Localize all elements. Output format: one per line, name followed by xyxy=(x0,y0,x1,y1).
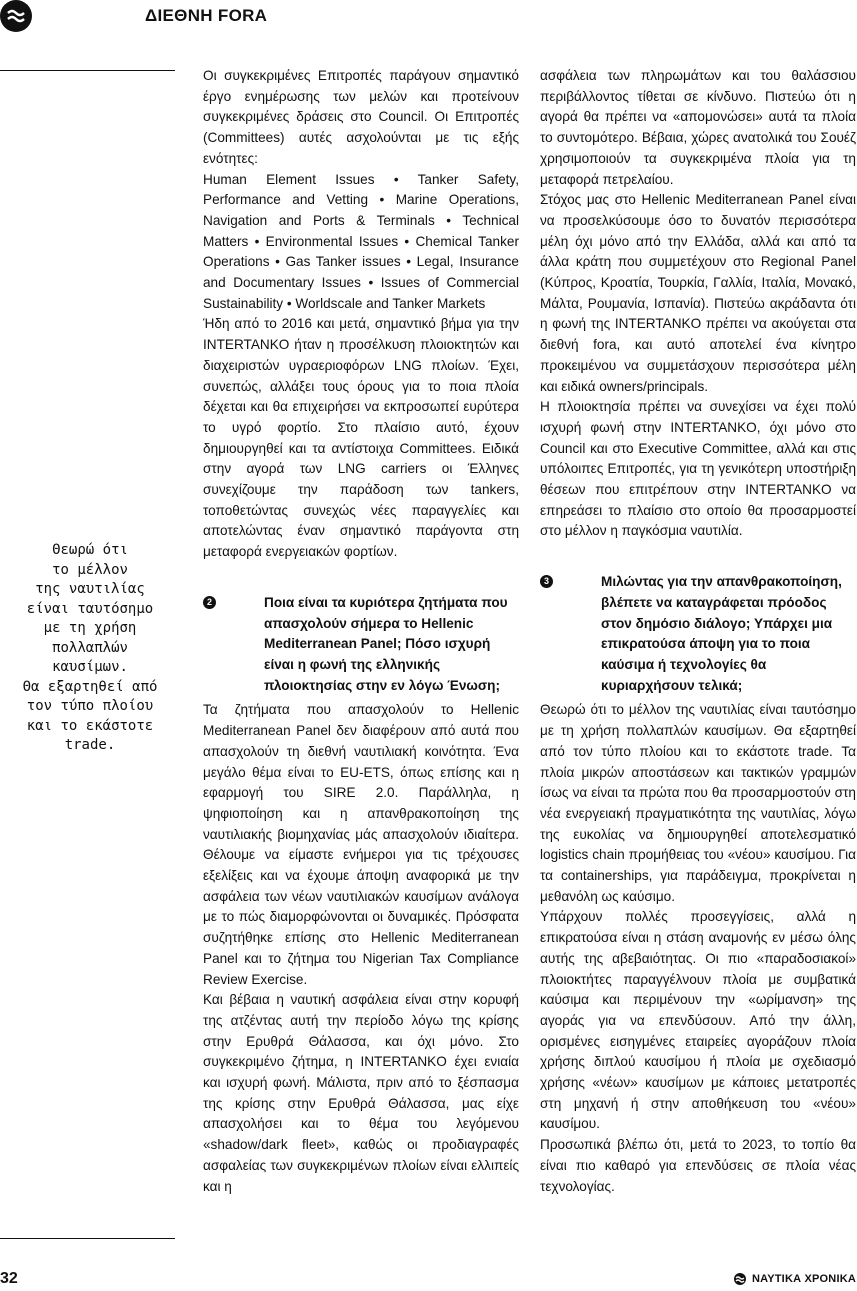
brand-wave-icon xyxy=(734,1273,746,1285)
question-block xyxy=(203,593,519,697)
paragraph: Θεωρώ ότι το μέλλον της ναυτιλίας είναι ταυτόσημο με τη χρήση πολλαπλών καυσίμων. Θα εξαρτηθεί από τον τύπο πλοίου και το εκάστοτε trade. Τα πλοία μικρών αποστάσεων και τακτικών γραμμών ίσως να είναι τα πρώτα που θα προσαρμοστούν στη νέα ενεργειακή πραγματικότητα της ναυτιλίας, λόγω της ευκολίας να δημιουργηθεί αποτελεσματικό logistics chain προμήθειας του «νέου» καυσίμου. Για τα containerships, για παράδειγμα, προκρίνεται η μεθανόλη ως καύσιμο. xyxy=(540,702,856,904)
committees-list: Human Element Issues • Tanker Safety, Performance and Vetting • Marine Operations, Navigation and Ports & Terminals • Technical Matters • Environmental Issues • Chemical Tanker Operations • Gas Tanker issues • Legal, Insurance and Documentary Issues • Issues of Commercial Sustainability • Worldscale and Tanker Markets xyxy=(203,171,519,311)
article-column-left xyxy=(203,66,519,1197)
brand-name: ΝΑΥΤΙΚΑ ΧΡΟΝΙΚΑ xyxy=(751,1273,856,1285)
article-column-right xyxy=(540,66,856,1197)
question-number-badge: 2 xyxy=(203,596,216,609)
section-logo-icon xyxy=(0,0,32,32)
paragraph: Προσωπικά βλέπω ότι, μετά το 2023, το τοπίο θα είναι πιο καθαρό για επενδύσεις σε πλοία νέας τεχνολογίας. xyxy=(540,1137,856,1194)
paragraph: Ήδη από το 2016 και μετά, σημαντικό βήμα για την INTERTANKO ήταν η προσέλκυση πλοιοκτητών και διαχειριστών υγραεριοφόρων LNG πλοίων. Έχει, συνεπώς, αλλάξει τους όρους για το ποια πλοία δέχεται και θα επιχειρήσει να εκπροσωπεί ευρύτερα το υγρό φορτίο. Στο πλαίσιο αυτό, έχουν δημιουργηθεί και τα αντίστοιχα Committees. Ειδικά στην αγορά των LNG carriers οι Έλληνες συνεχίζουμε την παράδοση των tankers, τοποθετώντας συνεχώς νέες παραγγελίες και αποτελώντας έναν σημαντικό παράγοντα στη μεταφορά ενεργειακών φορτίων. xyxy=(203,316,519,560)
pullquote-bottom-divider xyxy=(0,1238,175,1239)
paragraph: Η πλοιοκτησία πρέπει να συνεχίσει να έχει πολύ ισχυρή φωνή στην INTERTANKO, όχι μόνο στο Council και στο Executive Committee, αλλά και στις υπόλοιπες Επιτροπές, για τη γενικότερη υποστήριξη θέσεων που επιτρέπουν στην INTERTANKO να επηρεάσει το πλαίσιο στο οποίο θα προσαρμοστεί στο μέλλον η παγκόσμια ναυτιλία. xyxy=(540,399,856,539)
paragraph: Οι συγκεκριμένες Επιτροπές παράγουν σημαντικό έργο ενημέρωσης των μελών και προτείνουν συγκεκριμένες δράσεις στο Council. Οι Επιτροπές (Committees) αυτές ασχολούνται με τις εξής ενότητες: xyxy=(203,68,519,166)
publication-brand xyxy=(734,1273,856,1285)
paragraph: Και βέβαια η ναυτική ασφάλεια είναι στην κορυφή της ατζέντας αυτή την περίοδο λόγω της κρίσης στην Ερυθρά Θάλασσα, και όχι μόνο. Στο συγκεκριμένο ζήτημα, η INTERTANKO έχει ενιαία και ισχυρή φωνή. Μάλιστα, πριν από το ξέσπασμα της κρίσης στην Ερυθρά Θάλασσα, μας είχε απασχολήσει και το θέμα του λεγόμενου «shadow/dark fleet», καθώς οι προδιαγραφές ασφαλείας των συγκεκριμένων πλοίων είναι ελλιπείς και η xyxy=(203,992,519,1194)
paragraph: Υπάρχουν πολλές προσεγγίσεις, αλλά η επικρατούσα είναι η στάση αναμονής εν μέσω όλης αυτής της αβεβαιότητας. Οι πιο «παραδοσιακοί» πλοιοκτήτες παραγγέλνουν πλοία με συμβατικά καύσιμα και περιμένουν την «ωρίμανση» της αγοράς για να επενδύσουν. Από την άλλη, ορισμένες εισηγμένες εταιρείες αγοράζουν πλοία χρήσης διπλού καυσίμου ή πλοία με σχεδιασμό χρήσης «νέων» καυσίμων με κάποιες μετατροπές στη μηχανή ή στην αποθήκευση του «νέου» καυσίμου. xyxy=(540,909,856,1132)
paragraph: Τα ζητήματα που απασχολούν το Hellenic Mediterranean Panel δεν διαφέρουν από αυτά που απασχολούν τη διεθνή ναυτιλιακή κοινότητα. Ένα μεγάλο θέμα είναι το EU-ETS, όπως επίσης και η εφαρμογή του SIRE 2.0. Παράλληλα, η ψηφιοποίηση και η απανθρακοποίηση της ναυτιλιακής βιομηχανίας μάς απασχολούν ιδιαίτερα. Θέλουμε να είμαστε ενήμεροι για τις τρέχουσες εξελίξεις και να έχουμε άποψη αναφορικά με την ασφάλεια των νέων ναυτιλιακών καυσίμων ανάλογα με το πώς διαμορφώνονται οι δυναμικές. Πρόσφατα συζητήθηκε επίσης στο Hellenic Mediterranean Panel και το ζήτημα του Nigerian Tax Compliance Review Exercise. xyxy=(203,702,519,987)
pullquote: Θεωρώ ότι το μέλλον της ναυτιλίας είναι ταυτόσημο με τη χρήση πολλαπλών καυσίμων. Θα εξαρτηθεί από τον τύπο πλοίου και το εκάστοτε trade. xyxy=(22,542,158,753)
pullquote-top-divider xyxy=(0,70,175,71)
question-text: Ποια είναι τα κυριότερα ζητήματα που απασχολούν σήμερα το Hellenic Mediterranean Panel; Πόσο ισχυρή είναι η φωνή της ελληνικής πλοιοκτησίας στην εν λόγω Ένωση; xyxy=(264,594,508,693)
paragraph: ασφάλεια των πληρωμάτων και του θαλάσσιου περιβάλλοντος τίθεται σε κίνδυνο. Πιστεύω ότι η αγορά θα πρέπει να «απομονώσει» αυτά τα πλοία το συντομότερο. Βέβαια, χώρες ανατολικά του Σουέζ χρησιμοποιούν τα συγκεκριμένα πλοία για τη μεταφορά πετρελαίου. xyxy=(540,68,856,187)
paragraph: Στόχος μας στο Hellenic Mediterranean Panel είναι να προσελκύσουμε όσο το δυνατόν περισσότερα μέλη όχι μόνο από την Ελλάδα, αλλά και από τα άλλα κράτη που συμμετέχουν στο Regional Panel (Κύπρος, Κροατία, Τουρκία, Γαλλία, Ιταλία, Μονακό, Μάλτα, Ρουμανία, Ισπανία). Πιστεύω ακράδαντα ότι η φωνή της INTERTANKO πρέπει να ακούγεται στα διεθνή fora, και αυτό αποτελεί ένα κίνητρο προκειμένου να συμμετάσχουν περισσότερα μέλη και ειδικά owners/principals. xyxy=(540,192,856,394)
question-text: Μιλώντας για την απανθρακοποίηση, βλέπετε να καταγράφεται πρόοδος στον δημόσιο διάλογο; Υπάρχει μια επικρατούσα άποψη για το ποια καύσιμα ή τεχνολογίες θα κυριαρχήσουν τελικά; xyxy=(601,574,842,693)
question-number-badge: 3 xyxy=(540,575,553,588)
page-number: 32 xyxy=(0,1270,18,1287)
question-block xyxy=(540,572,856,696)
section-title: ΔΙΕΘΝΗ FORA xyxy=(145,6,268,25)
